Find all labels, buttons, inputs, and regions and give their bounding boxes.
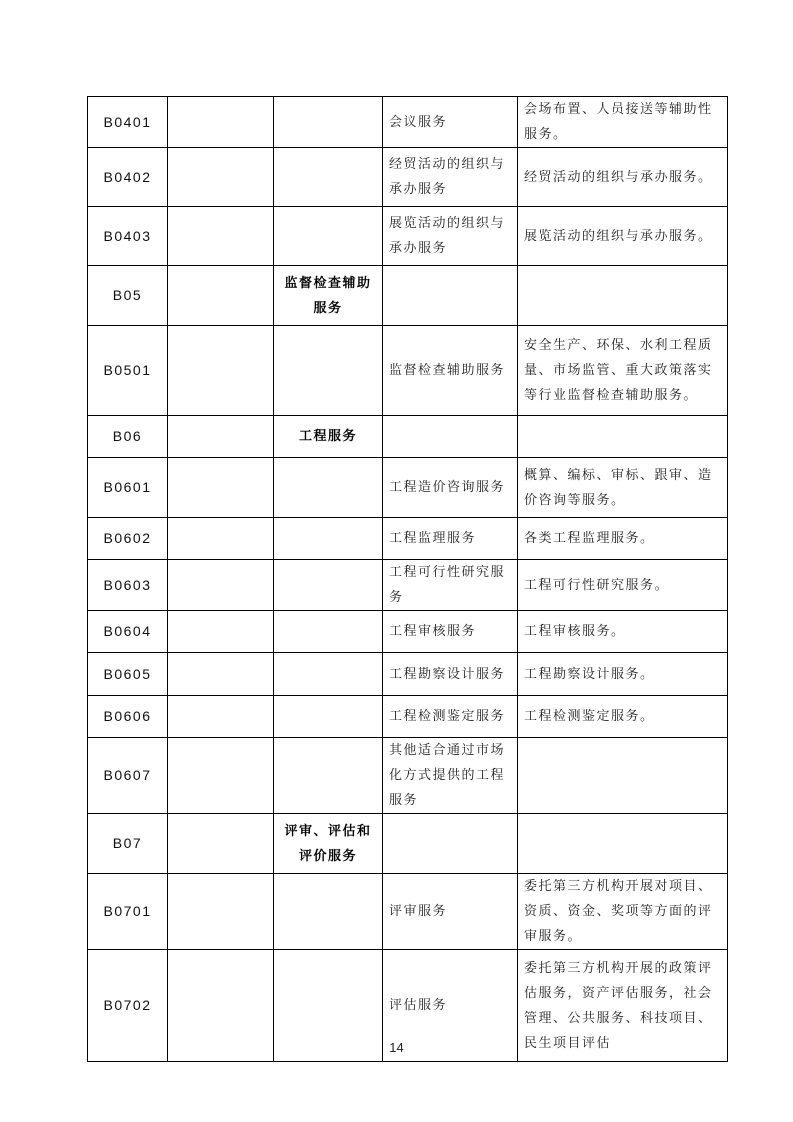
table-row (88, 611, 728, 653)
description-cell: 展览活动的组织与承办服务。 (518, 207, 728, 266)
description-cell: 工程勘察设计服务。 (518, 653, 728, 696)
item-name-cell: 工程可行性研究服务 (383, 560, 518, 611)
description-cell (518, 416, 728, 458)
item-name-cell: 监督检查辅助服务 (383, 326, 518, 416)
description-cell: 经贸活动的组织与承办服务。 (518, 148, 728, 207)
item-name-cell: 工程勘察设计服务 (383, 653, 518, 696)
code-cell: B0602 (88, 518, 168, 560)
page-number: 14 (389, 1040, 404, 1055)
level1-cell (168, 326, 274, 416)
level2-cell (274, 458, 383, 518)
table-row (88, 738, 728, 814)
item-name-cell (383, 266, 518, 326)
level2-cell (274, 518, 383, 560)
item-name-cell: 评审服务 (383, 874, 518, 950)
item-name-cell: 会议服务 (383, 97, 518, 148)
table-row (88, 696, 728, 738)
code-cell: B0607 (88, 738, 168, 814)
level1-cell (168, 611, 274, 653)
level1-cell (168, 207, 274, 266)
code-cell: B0702 (88, 950, 168, 1062)
level1-cell (168, 148, 274, 207)
code-cell: B0604 (88, 611, 168, 653)
description-cell: 工程检测鉴定服务。 (518, 696, 728, 738)
level2-cell (274, 97, 383, 148)
description-cell: 会场布置、人员接送等辅助性服务。 (518, 97, 728, 148)
code-cell: B0601 (88, 458, 168, 518)
level2-cell (274, 738, 383, 814)
item-name-cell: 评估服务 (383, 950, 518, 1062)
service-catalog-table (87, 96, 728, 1062)
code-cell: B0401 (88, 97, 168, 148)
level2-cell: 评审、评估和评价服务 (274, 814, 383, 874)
table-row (88, 207, 728, 266)
table-row (88, 874, 728, 950)
level2-cell (274, 326, 383, 416)
level1-cell (168, 814, 274, 874)
table-row (88, 653, 728, 696)
description-cell (518, 814, 728, 874)
table-row (88, 458, 728, 518)
table-row (88, 148, 728, 207)
code-cell: B0501 (88, 326, 168, 416)
description-cell (518, 266, 728, 326)
level2-cell (274, 611, 383, 653)
table-row (88, 814, 728, 874)
code-cell: B07 (88, 814, 168, 874)
level1-cell (168, 560, 274, 611)
level1-cell (168, 416, 274, 458)
description-cell: 各类工程监理服务。 (518, 518, 728, 560)
level1-cell (168, 653, 274, 696)
level2-cell: 监督检查辅助服务 (274, 266, 383, 326)
code-cell: B0402 (88, 148, 168, 207)
description-cell: 工程可行性研究服务。 (518, 560, 728, 611)
code-cell: B0701 (88, 874, 168, 950)
level2-cell (274, 207, 383, 266)
level2-cell (274, 148, 383, 207)
item-name-cell: 工程监理服务 (383, 518, 518, 560)
code-cell: B05 (88, 266, 168, 326)
table-row (88, 97, 728, 148)
code-cell: B0606 (88, 696, 168, 738)
level1-cell (168, 518, 274, 560)
table-row (88, 518, 728, 560)
level1-cell (168, 874, 274, 950)
level2-cell (274, 874, 383, 950)
item-name-cell: 其他适合通过市场化方式提供的工程服务 (383, 738, 518, 814)
level2-cell (274, 560, 383, 611)
table-row (88, 326, 728, 416)
table-row (88, 416, 728, 458)
item-name-cell (383, 416, 518, 458)
item-name-cell: 工程造价咨询服务 (383, 458, 518, 518)
level1-cell (168, 738, 274, 814)
description-cell: 委托第三方机构开展的政策评估服务，资产评估服务，社会管理、公共服务、科技项目、民生项目评估 (518, 950, 728, 1062)
code-cell: B06 (88, 416, 168, 458)
item-name-cell: 展览活动的组织与承办服务 (383, 207, 518, 266)
table-row (88, 560, 728, 611)
level2-cell (274, 653, 383, 696)
description-cell: 委托第三方机构开展对项目、资质、资金、奖项等方面的评审服务。 (518, 874, 728, 950)
description-cell (518, 738, 728, 814)
level2-cell (274, 696, 383, 738)
level1-cell (168, 458, 274, 518)
level1-cell (168, 97, 274, 148)
item-name-cell: 工程审核服务 (383, 611, 518, 653)
level1-cell (168, 696, 274, 738)
level1-cell (168, 266, 274, 326)
item-name-cell (383, 814, 518, 874)
table-row (88, 266, 728, 326)
code-cell: B0603 (88, 560, 168, 611)
description-cell: 工程审核服务。 (518, 611, 728, 653)
description-cell: 概算、编标、审标、跟审、造价咨询等服务。 (518, 458, 728, 518)
code-cell: B0403 (88, 207, 168, 266)
level2-cell: 工程服务 (274, 416, 383, 458)
description-cell: 安全生产、环保、水利工程质量、市场监管、重大政策落实等行业监督检查辅助服务。 (518, 326, 728, 416)
code-cell: B0605 (88, 653, 168, 696)
item-name-cell: 工程检测鉴定服务 (383, 696, 518, 738)
item-name-cell: 经贸活动的组织与承办服务 (383, 148, 518, 207)
